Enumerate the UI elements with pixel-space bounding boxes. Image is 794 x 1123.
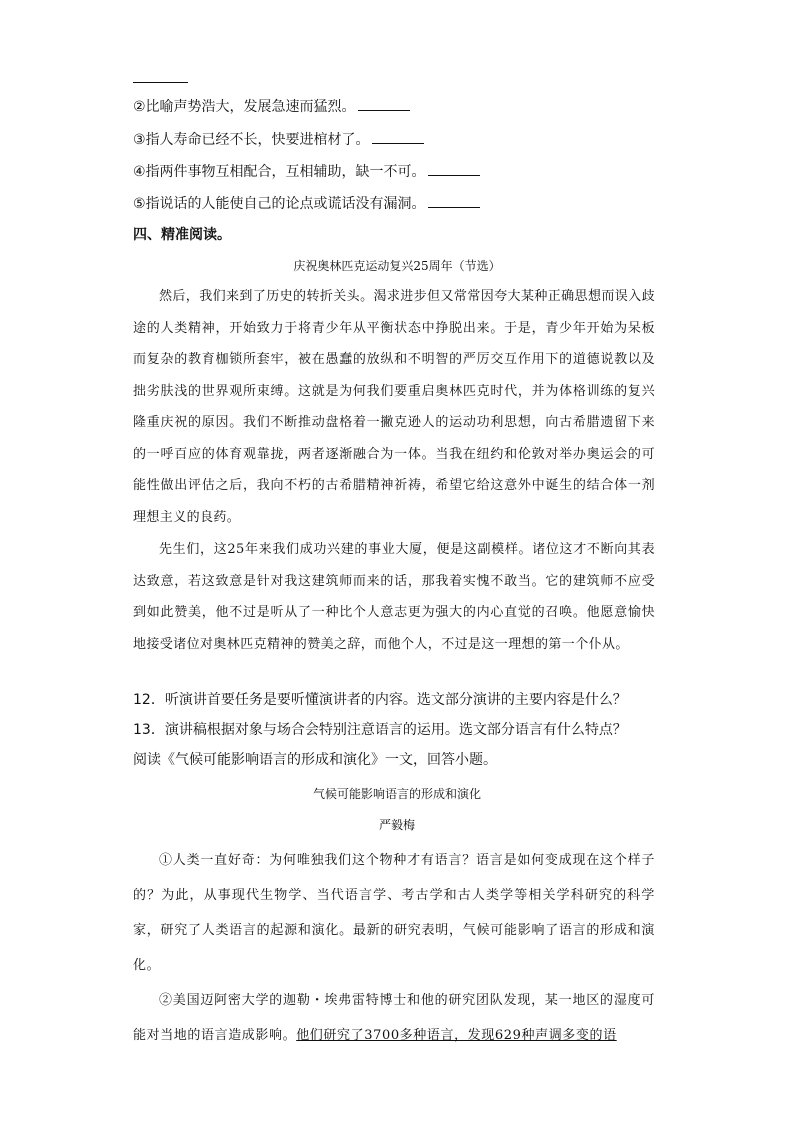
passage2-paragraph-1: ①人类一直好奇：为何唯独我们这个物种才有语言？语言是如何变成现在这个样子的？为此，从事现代生物学、当代语言学、考古学和古人类学等相关学科研究的科学家，研究了人类语言的起源和演化。最新的研究表明，气候可能影响了语言的形成和演化。 — [133, 853, 655, 973]
idiom-item-text: ③指人寿命已经不长，快要进棺材了。 — [133, 132, 370, 148]
underlined-text: 他们研究了3700多种语言，发现629种声调多变的语 — [296, 1028, 617, 1043]
answer-blank-line — [133, 82, 188, 83]
question-12: 12．听演讲首要任务是要听懂演讲者的内容。选文部分演讲的主要内容是什么？ — [133, 692, 627, 708]
question-13: 13．演讲稿根据对象与场合会特别注意语言的运用。选文部分语言有什么特点？ — [133, 722, 627, 738]
idiom-item-2 — [133, 96, 410, 117]
passage1-paragraph-2: 先生们，这25年来我们成功兴建的事业大厦，便是这副模样。诸位这才不断向其表达致意，若这致意是针对我这建筑师而来的话，那我着实愧不敢当。它的建筑师不应受到如此赞美，他不过是听从了一种比个人意志更为强大的内心直觉的召唤。他愿意愉快地接受诸位对奥林匹克精神的赞美之辞，而他个人，不过是这一理想的第一个仆从。 — [133, 542, 655, 652]
passage2-author: 严毅梅 — [378, 818, 415, 832]
idiom-item-text: ④指两件事物互相配合，互相辅助，缺一不可。 — [133, 164, 426, 180]
passage1-title: 庆祝奥林匹克运动复兴25周年（节选） — [293, 259, 501, 273]
idiom-item-4 — [133, 161, 480, 182]
paragraph-text: ②美国迈阿密大学的迦勒・埃弗雷特博士和他的研究团队发现，某一地区的湿度可能对当地的语言造成影响。 — [133, 993, 655, 1043]
section-heading: 四、精准阅读。 — [133, 227, 231, 243]
answer-blank[interactable] — [428, 161, 480, 176]
reading-intro: 阅读《气候可能影响语言的形成和演化》一文，回答小题。 — [133, 752, 497, 768]
idiom-item-text: ②比喻声势浩大，发展急速而猛烈。 — [133, 99, 356, 115]
answer-blank[interactable] — [358, 96, 410, 111]
passage2-title: 气候可能影响语言的形成和演化 — [312, 787, 481, 801]
answer-blank[interactable] — [428, 193, 480, 208]
passage1-paragraph-1: 然后，我们来到了历史的转折关头。渴求进步但又常常因夸大某种正确思想而误入歧途的人类精神，开始致力于将青少年从平衡状态中挣脱出来。于是，青少年开始为呆板而复杂的教育枷锁所套牢，被在愚蠢的放纵和不明智的严厉交互作用下的道德说教以及拙劣肤浅的世界观所束缚。这就是为何我们要重启奥林匹克时代，并为体格训练的复兴隆重庆祝的原因。我们不断推动盘格着一撇克逊人的运动功利思想，向古希腊遗留下来的一呼百应的体育观靠拢，两者逐渐融合为一体。当我在纽约和伦敦对举办奥运会的可能性做出评估之后，我向不朽的古希腊精神祈祷，希望它给这意外中诞生的结合体一剂理想主义的良药。 — [133, 289, 655, 525]
idiom-item-text: ⑤指说话的人能使自己的论点或谎话没有漏洞。 — [133, 196, 426, 212]
idiom-item-5 — [133, 193, 480, 214]
idiom-item-3 — [133, 129, 424, 150]
answer-blank[interactable] — [372, 129, 424, 144]
passage2-paragraph-2 — [133, 983, 655, 1053]
